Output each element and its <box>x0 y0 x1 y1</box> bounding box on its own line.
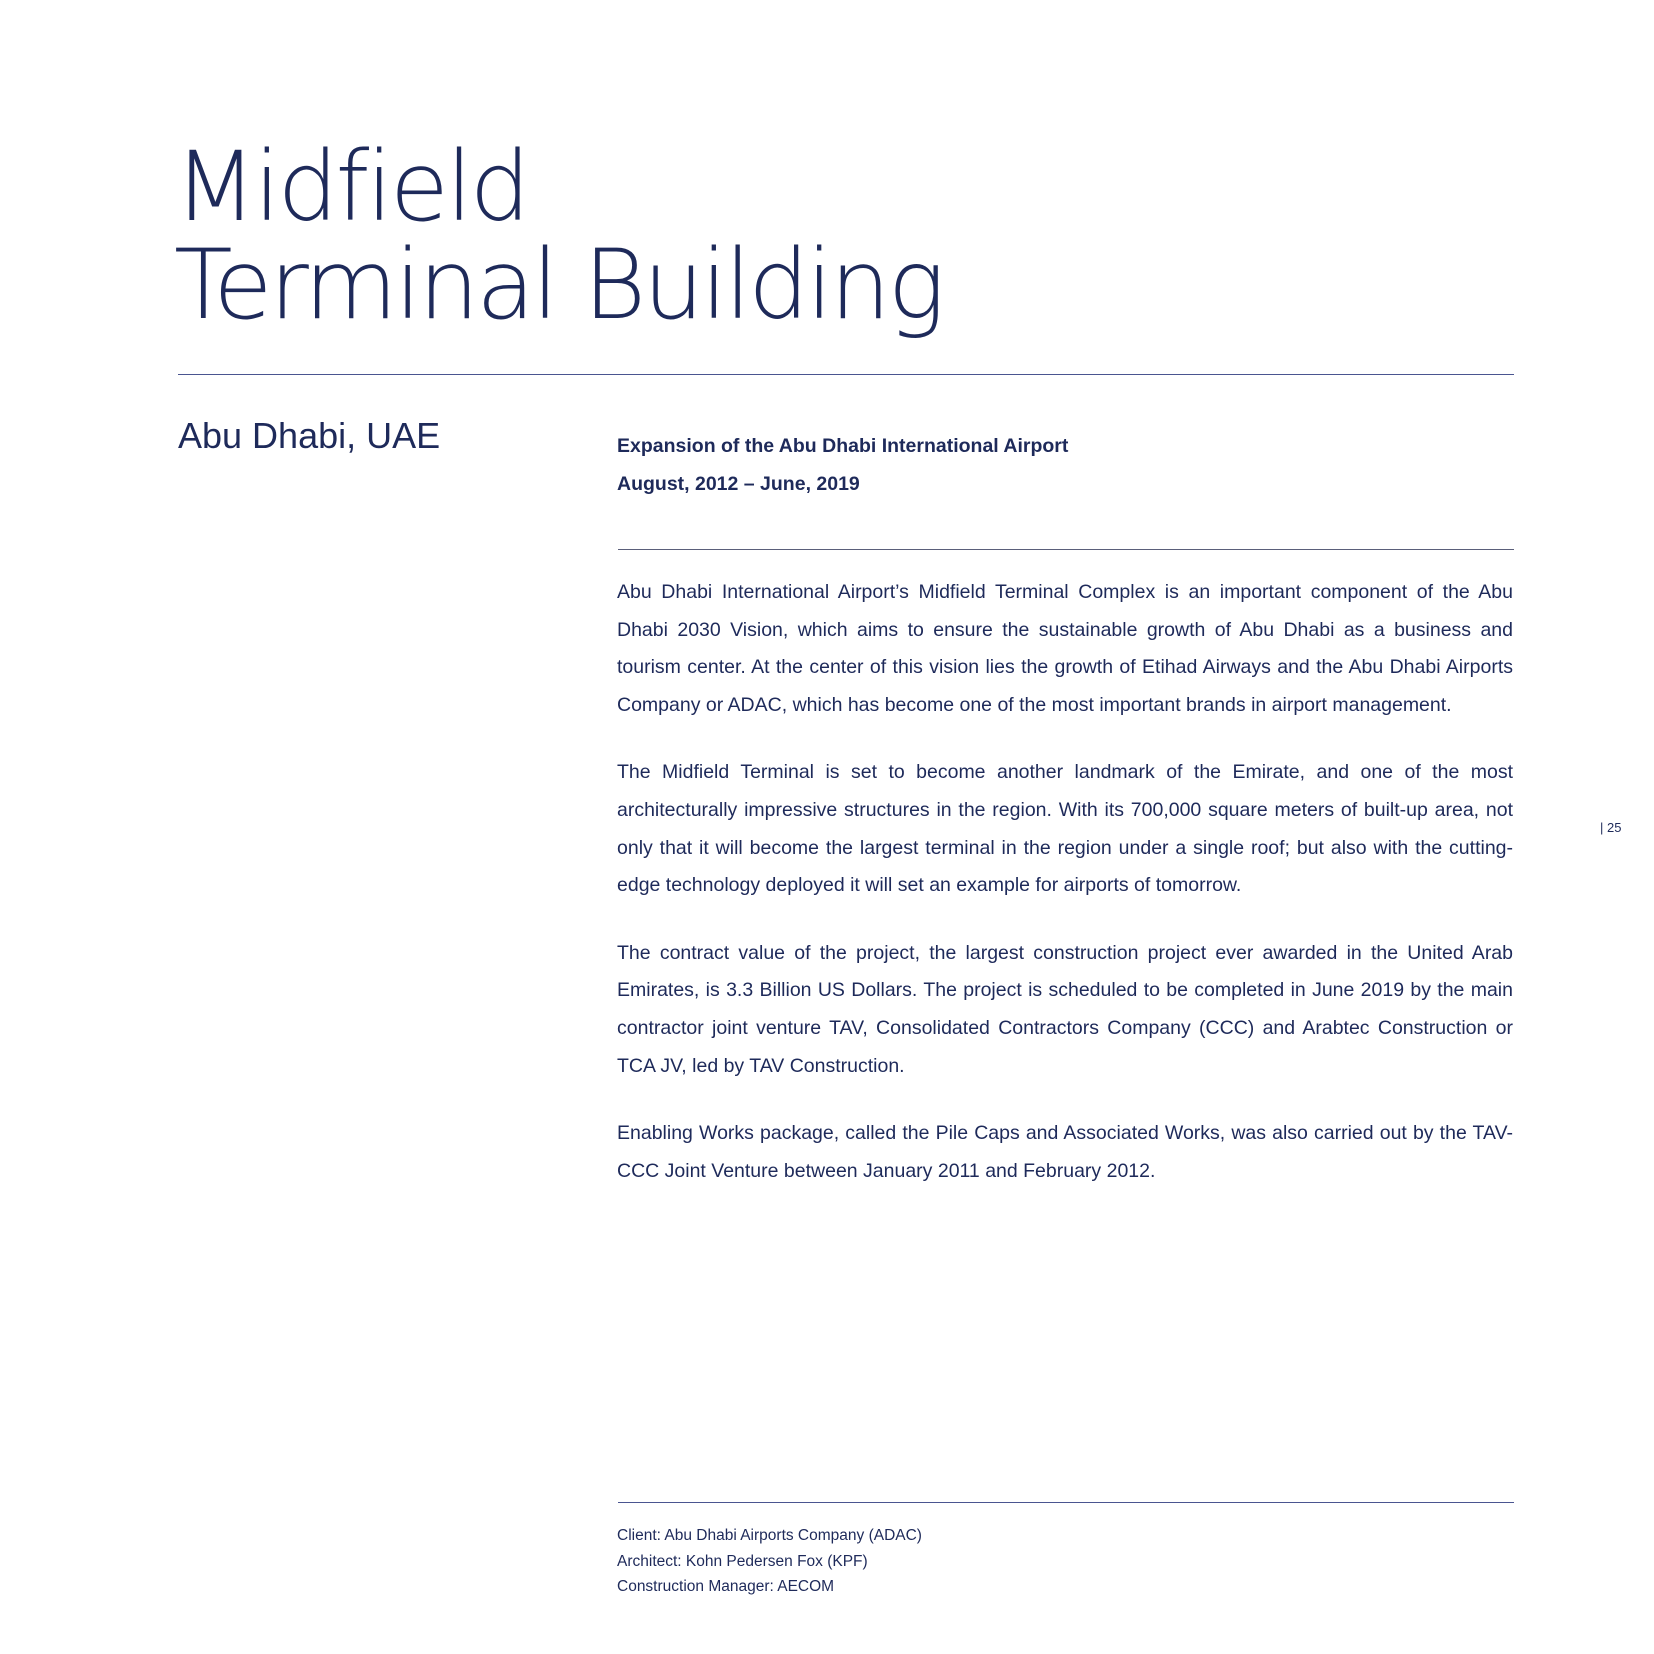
project-dates: August, 2012 – June, 2019 <box>617 473 860 495</box>
body-text <box>617 574 1513 1220</box>
body-paragraph-2: The Midfield Terminal is set to become another landmark of the Emirate, and one of the most architecturally impressive structures in the region. With its 700,000 square meters of built-up area, not only that it will become the largest terminal in the region under a single roof; but also with the cutting-edge technology deployed it will set an example for airports of tomorrow. <box>617 761 1513 897</box>
subheading-divider <box>618 549 1514 550</box>
credit-construction-manager: Construction Manager: AECOM <box>617 1578 835 1595</box>
page-title-line-1: Midfield <box>174 131 528 243</box>
page-number: | 25 <box>1600 820 1622 835</box>
location-heading: Abu Dhabi, UAE <box>178 415 441 456</box>
project-subheading <box>617 427 1513 503</box>
body-paragraph-1: Abu Dhabi International Airport’s Midfield Terminal Complex is an important component of the Abu Dhabi 2030 Vision, which aims to ensure the sustainable growth of Abu Dhabi as a business and tourism center. At the center of this vision lies the growth of Etihad Airways and the Abu Dhabi Airports Company or ADAC, which has become one of the most important brands in airport management. <box>617 581 1513 716</box>
project-credits <box>617 1523 922 1600</box>
page-title-line-2: Terminal Building <box>174 229 943 341</box>
page-title <box>174 131 943 341</box>
credit-architect: Architect: Kohn Pedersen Fox (KPF) <box>617 1552 868 1570</box>
body-paragraph-4: Enabling Works package, called the Pile Caps and Associated Works, was also carried out by the TAV-CCC Joint Venture between January 2011 and February 2012. <box>617 1122 1513 1182</box>
credit-client: Client: Abu Dhabi Airports Company (ADAC) <box>617 1527 922 1544</box>
credits-divider <box>618 1502 1514 1503</box>
project-subtitle: Expansion of the Abu Dhabi International Airport <box>617 435 1069 457</box>
title-divider <box>178 374 1514 375</box>
body-paragraph-3: The contract value of the project, the largest construction project ever awarded in the United Arab Emirates, is 3.3 Billion US Dollars. The project is scheduled to be completed in June 2019 by the main contractor joint venture TAV, Consolidated Contractors Company (CCC) and Arabtec Construction or TCA JV, led by TAV Construction. <box>617 941 1513 1077</box>
